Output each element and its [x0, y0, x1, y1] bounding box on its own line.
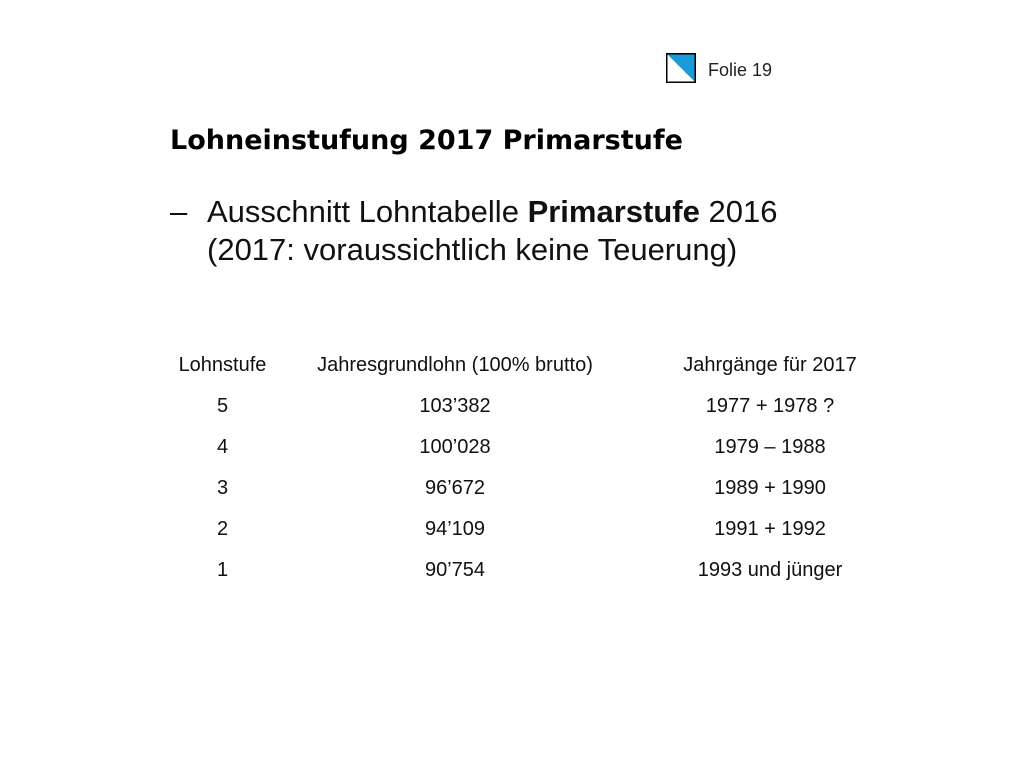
cell-jahrgaenge: 1993 und jünger: [697, 559, 843, 581]
column-header-lohnstufe: Lohnstufe: [178, 354, 267, 376]
bullet-text: [207, 193, 777, 269]
cell-jahresgrundlohn: 90’754: [424, 559, 486, 581]
bullet-dash-marker: –: [170, 194, 188, 229]
cell-lohnstufe: 5: [216, 395, 229, 417]
bullet-line-2: (2017: voraussichtlich keine Teuerung): [207, 232, 738, 267]
bullet-line-1-bold: Primarstufe: [527, 194, 700, 229]
cell-jahrgaenge: 1989 + 1990: [714, 477, 826, 499]
column-header-jahresgrundlohn: Jahresgrundlohn (100% brutto): [317, 354, 593, 376]
table-row: [160, 550, 915, 591]
cell-jahrgaenge: 1991 + 1992: [714, 518, 826, 540]
cell-jahrgaenge: 1979 – 1988: [714, 436, 826, 458]
column-header-jahrgaenge: Jahrgänge für 2017: [683, 354, 857, 376]
cell-lohnstufe: 1: [216, 559, 229, 581]
zurich-canton-flag-icon: [666, 53, 696, 83]
slide-number: Folie 19: [708, 60, 773, 80]
cell-jahresgrundlohn: 96’672: [424, 477, 486, 499]
table-header-row: [160, 345, 915, 386]
table-row: [160, 509, 915, 550]
bullet-line-1-end: 2016: [708, 194, 778, 229]
cell-lohnstufe: 2: [216, 518, 229, 540]
salary-table: [160, 345, 915, 591]
table-row: [160, 386, 915, 427]
bullet-line-1-start: Ausschnitt Lohntabelle: [207, 194, 519, 229]
bullet-line-1: [207, 193, 777, 231]
slide-title: Lohneinstufung 2017 Primarstufe: [170, 125, 683, 156]
cell-jahresgrundlohn: 94’109: [424, 518, 486, 540]
table-row: [160, 427, 915, 468]
cell-jahresgrundlohn: 100’028: [419, 436, 491, 458]
cell-jahrgaenge: 1977 + 1978 ?: [705, 395, 835, 417]
cell-jahresgrundlohn: 103’382: [419, 395, 491, 417]
cell-lohnstufe: 4: [216, 436, 229, 458]
table-row: [160, 468, 915, 509]
cell-lohnstufe: 3: [216, 477, 229, 499]
